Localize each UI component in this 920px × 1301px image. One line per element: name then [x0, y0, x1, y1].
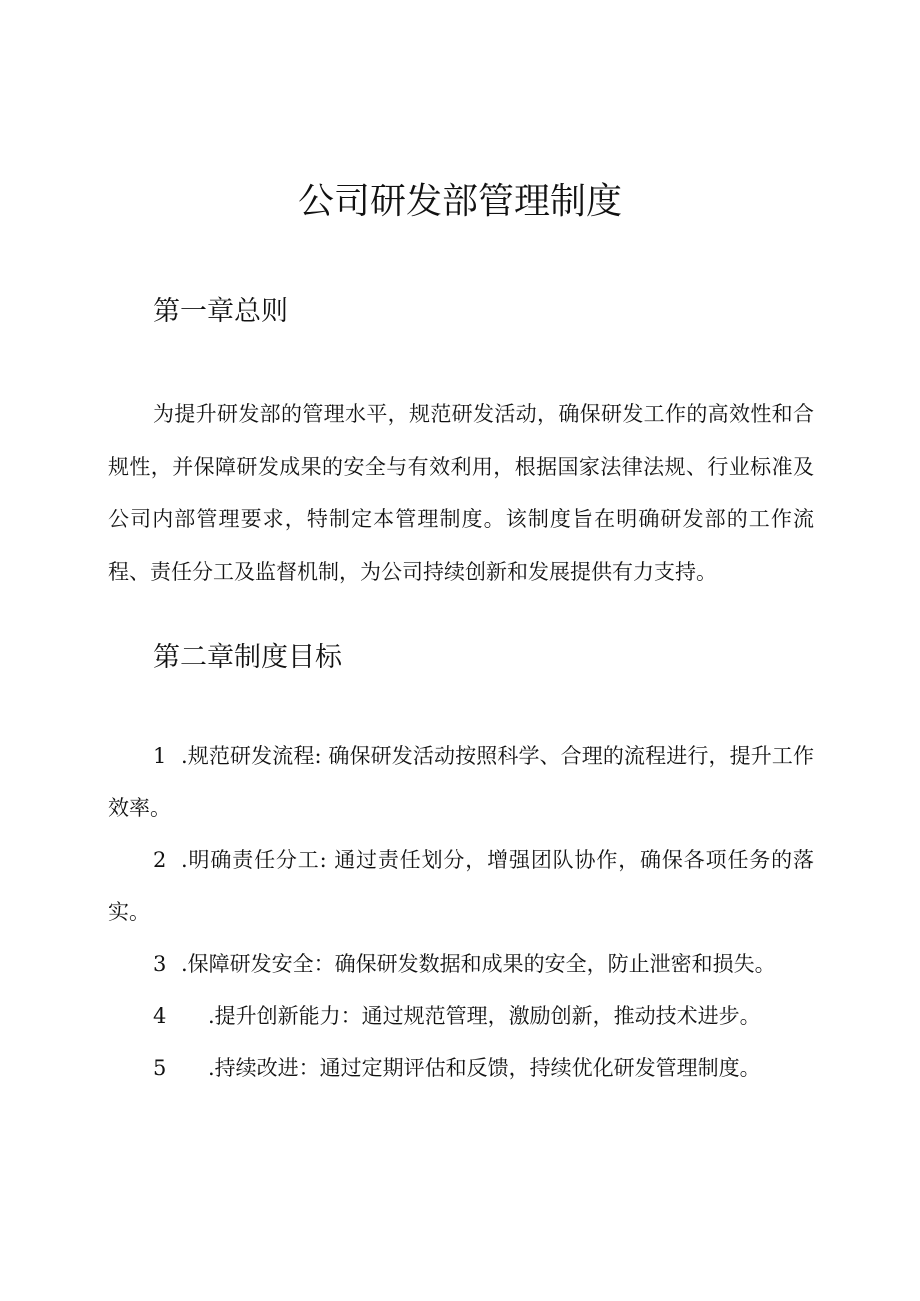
goal-number: 4 — [153, 1004, 167, 1028]
chapter-1-heading: 第一章总则 — [153, 296, 288, 327]
goal-number: 2 — [153, 848, 167, 872]
goal-text: .规范研发流程: 确保研发活动按照科学、合理的流程进行，提升工作效率。 — [108, 744, 814, 820]
goals-list — [108, 730, 814, 1094]
goal-text: .保障研发安全：确保研发数据和成果的安全，防止泄密和损失。 — [181, 952, 776, 976]
goal-number: 5 — [153, 1056, 167, 1080]
goal-text: .持续改进：通过定期评估和反馈，持续优化研发管理制度。 — [208, 1056, 761, 1080]
goal-text: .明确责任分工: 通过责任划分，增强团队协作，确保各项任务的落实。 — [108, 848, 814, 924]
goal-item — [108, 834, 814, 938]
goal-number: 3 — [153, 952, 167, 976]
goal-text: .提升创新能力：通过规范管理，激励创新，推动技术进步。 — [208, 1004, 761, 1028]
goal-item — [108, 1042, 814, 1094]
goal-item — [108, 990, 814, 1042]
goal-item — [108, 938, 814, 990]
document-title: 公司研发部管理制度 — [297, 181, 622, 222]
goal-number: 1 — [153, 744, 167, 768]
chapter-1-paragraph: 为提升研发部的管理水平，规范研发活动，确保研发工作的高效性和合规性，并保障研发成果的安全与有效利用，根据国家法律法规、行业标准及公司内部管理要求，特制定本管理制度。该制度旨在明确研发部的工作流程、责任分工及监督机制，为公司持续创新和发展提供有力支持。 — [108, 402, 814, 584]
chapter-2-heading: 第二章制度目标 — [153, 642, 342, 673]
goal-item — [108, 730, 814, 834]
